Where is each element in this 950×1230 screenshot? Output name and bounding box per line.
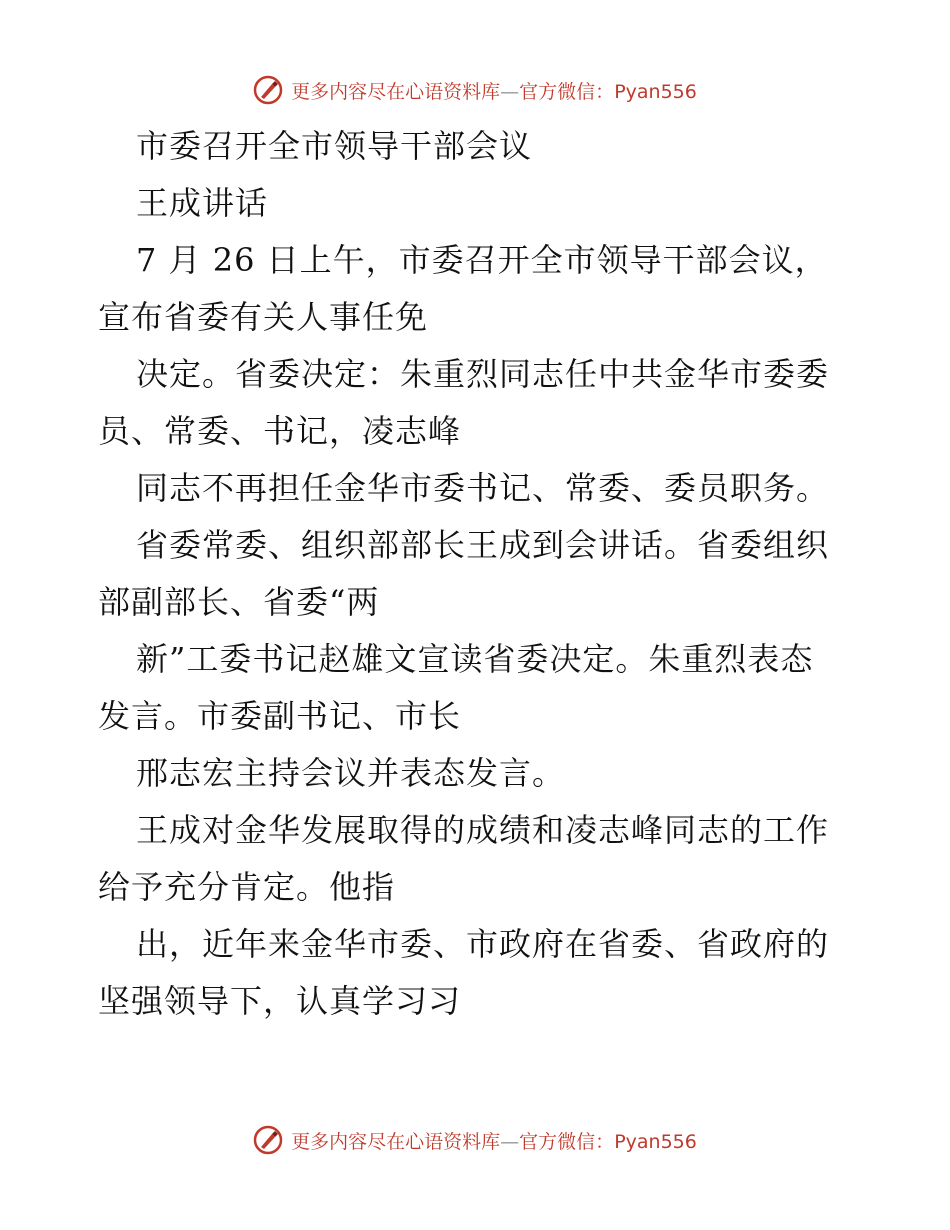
pen-nib-logo-icon <box>253 1125 283 1155</box>
paragraph-line: 员、常委、书记，凌志峰 <box>98 412 462 450</box>
watermark-text: 更多内容尽在心语资料库—官方微信：Pyan556 <box>291 1130 697 1153</box>
paragraph-line: 7 月 26 日上午，市委召开全市领导干部会议， <box>136 241 828 279</box>
paragraph-line: 宣布省委有关人事任免 <box>98 298 429 336</box>
document-body <box>98 118 858 1030</box>
paragraph-line: 邢志宏主持会议并表态发言。 <box>136 754 566 792</box>
paragraph-line: 新”工委书记赵雄文宣读省委决定。朱重烈表态 <box>136 640 814 678</box>
header-watermark <box>0 70 950 110</box>
document-title: 市委召开全市领导干部会议 <box>136 127 533 165</box>
paragraph-line: 省委常委、组织部部长王成到会讲话。省委组织 <box>136 526 830 564</box>
paragraph-line: 部副部长、省委“两 <box>98 583 380 621</box>
paragraph-line: 给予充分肯定。他指 <box>98 868 396 906</box>
paragraph-line: 同志不再担任金华市委书记、常委、委员职务。 <box>136 469 830 507</box>
watermark-text: 更多内容尽在心语资料库—官方微信：Pyan556 <box>291 80 697 103</box>
paragraph-line: 发言。市委副书记、市长 <box>98 697 462 735</box>
pen-nib-logo-icon <box>253 75 283 105</box>
paragraph-line: 出，近年来金华市委、市政府在省委、省政府的 <box>136 925 830 963</box>
footer-watermark <box>0 1120 950 1160</box>
document-subtitle: 王成讲话 <box>136 184 269 222</box>
paragraph-line: 决定。省委决定：朱重烈同志任中共金华市委委 <box>136 355 830 393</box>
paragraph-line: 王成对金华发展取得的成绩和凌志峰同志的工作 <box>136 811 830 849</box>
paragraph-line: 坚强领导下，认真学习习 <box>98 982 462 1020</box>
